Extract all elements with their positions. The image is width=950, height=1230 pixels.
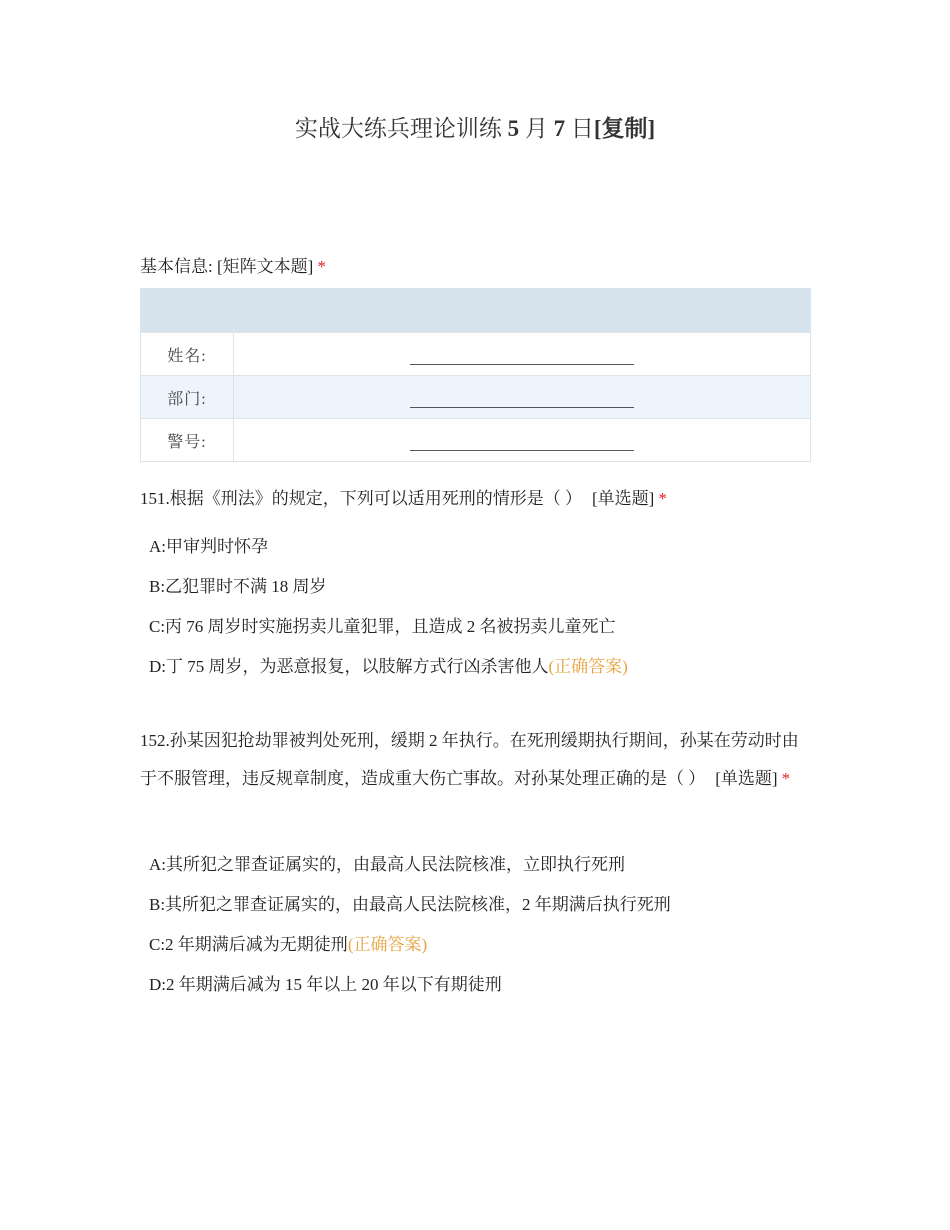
q152-option-d[interactable] — [149, 970, 502, 995]
basic-info-matrix — [140, 288, 811, 462]
title-month-number: 5 — [507, 116, 520, 141]
title-suffix: [复制] — [593, 116, 656, 141]
name-field[interactable] — [234, 333, 811, 376]
title-day-number: 7 — [553, 116, 566, 141]
option-text: B:乙犯罪时不满 18 周岁 — [149, 577, 327, 596]
matrix-row-label: 部门: — [141, 376, 234, 419]
question-152 — [140, 722, 812, 798]
q152-option-b[interactable] — [149, 890, 671, 915]
question-151 — [140, 480, 812, 518]
page-title — [0, 110, 950, 143]
question-type: [单选题] — [715, 769, 778, 788]
department-field[interactable] — [234, 376, 811, 419]
q152-option-c[interactable] — [149, 930, 427, 955]
q152-option-a[interactable] — [149, 850, 625, 875]
matrix-row-department — [141, 376, 811, 419]
option-text: C:2 年期满后减为无期徒刑 — [149, 935, 348, 954]
correct-answer-tag: (正确答案) — [347, 935, 428, 954]
option-text: D:2 年期满后减为 15 年以上 20 年以下有期徒刑 — [149, 975, 502, 994]
title-month-word: 月 — [519, 116, 554, 141]
option-text: A:甲审判时怀孕 — [149, 537, 268, 556]
matrix-header-cell — [234, 289, 811, 333]
badge-number-field[interactable] — [234, 419, 811, 462]
option-text: C:丙 76 周岁时实施拐卖儿童犯罪，且造成 2 名被拐卖儿童死亡 — [149, 617, 616, 636]
option-text: B:其所犯之罪查证属实的，由最高人民法院核准，2 年期满后执行死刑 — [149, 895, 671, 914]
title-text: 实战大练兵理论训练 — [294, 116, 508, 141]
blank-line[interactable] — [410, 350, 634, 365]
required-mark: * — [781, 769, 791, 788]
required-mark: * — [317, 257, 326, 276]
option-text: D:丁 75 周岁，为恶意报复，以肢解方式行凶杀害他人 — [149, 657, 549, 676]
q151-option-c[interactable] — [149, 612, 616, 637]
title-day-word: 日 — [565, 116, 594, 141]
matrix-row-name — [141, 333, 811, 376]
matrix-row-label: 姓名: — [141, 333, 234, 376]
basic-info-label — [140, 252, 326, 277]
option-text: A:其所犯之罪查证属实的，由最高人民法院核准，立即执行死刑 — [149, 855, 625, 874]
matrix-header-row — [141, 289, 811, 333]
blank-line[interactable] — [410, 436, 634, 451]
matrix-header-cell — [141, 289, 234, 333]
matrix-row-label: 警号: — [141, 419, 234, 462]
basic-info-type: [矩阵文本题] — [216, 257, 314, 276]
question-type: [单选题] — [592, 489, 655, 508]
basic-info-title: 基本信息: — [140, 257, 213, 276]
correct-answer-tag: (正确答案) — [548, 657, 628, 676]
question-stem: 152.孙某因犯抢劫罪被判处死刑，缓期 2 年执行。在死刑缓期执行期间，孙某在劳动时由于不服管理，违反规章制度，造成重大伤亡事故。对孙某处理正确的是（ ） — [140, 731, 799, 788]
required-mark: * — [658, 489, 667, 508]
q151-option-d[interactable] — [149, 652, 628, 677]
question-stem: 151.根据《刑法》的规定，下列可以适用死刑的情形是（ ） — [140, 489, 582, 508]
matrix-row-badge-number — [141, 419, 811, 462]
q151-option-a[interactable] — [149, 532, 268, 557]
q151-option-b[interactable] — [149, 572, 327, 597]
blank-line[interactable] — [410, 393, 634, 408]
